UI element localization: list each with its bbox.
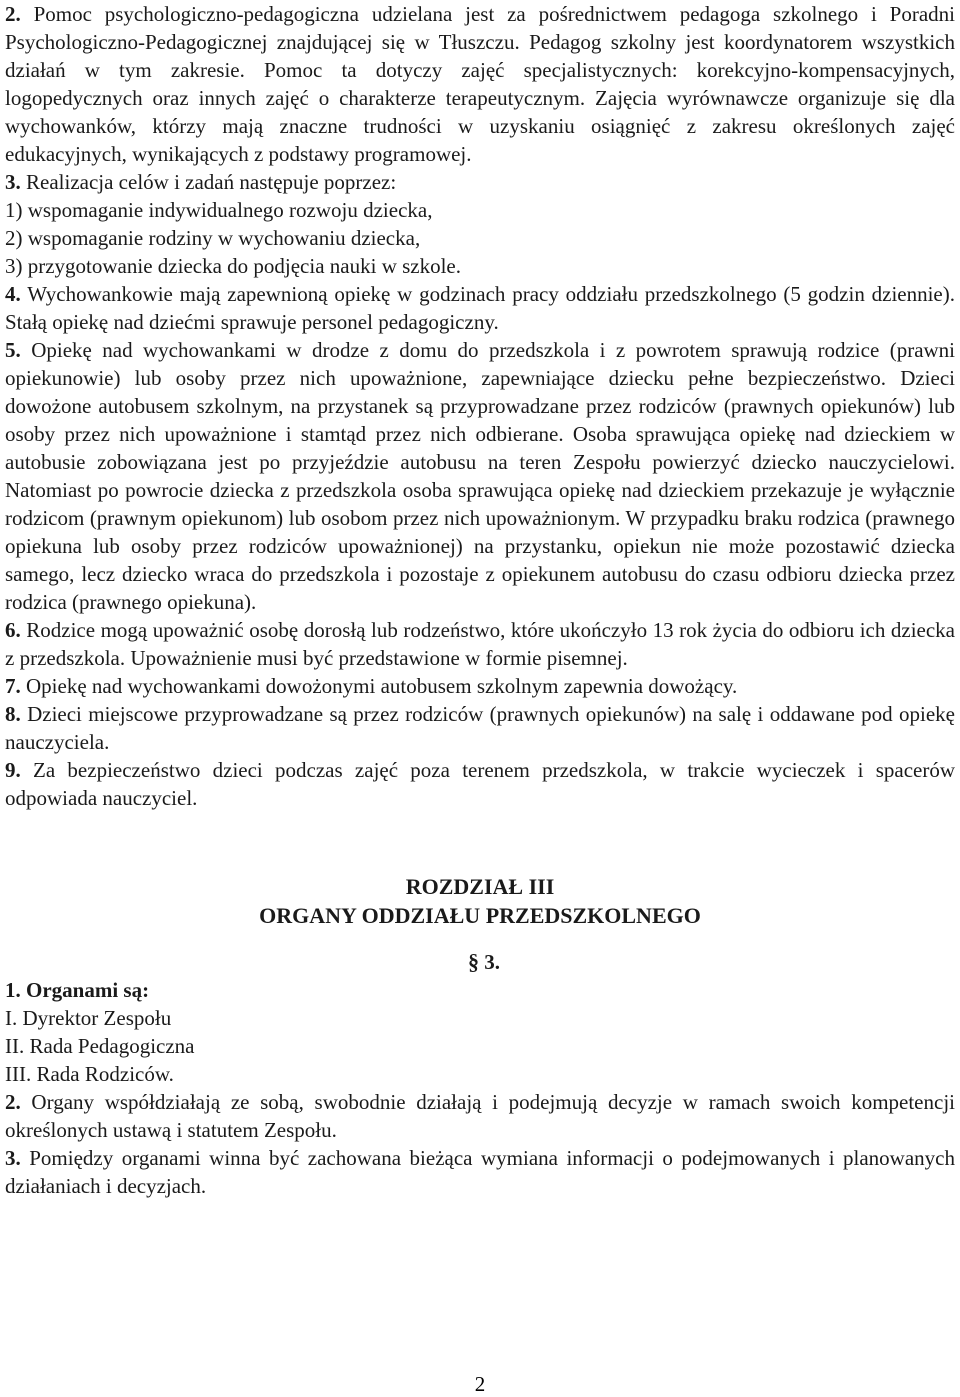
section-number: 3. [484, 950, 500, 974]
paragraph-number: 5. [5, 338, 21, 362]
paragraph-number: 3. [5, 170, 21, 194]
paragraph-number: 2. [5, 2, 21, 26]
section-symbol: § [468, 949, 479, 974]
paragraph-3 [5, 168, 955, 196]
paragraph-text: Dzieci miejscowe przyprowadzane są przez rodziców (prawnych opiekunów) na salę i oddawane pod opiekę nauczyciela. [5, 702, 955, 754]
paragraph-text: Wychowankowie mają zapewnioną opiekę w godzinach pracy oddziału przedszkolnego (5 godzin dziennie). Stałą opiekę nad dziećmi sprawuje personel pedagogiczny. [5, 282, 955, 334]
paragraph-2 [5, 0, 955, 168]
section-paragraph-2 [5, 1088, 955, 1144]
paragraph-5 [5, 336, 955, 616]
paragraph-number: 8. [5, 702, 21, 726]
section-marker [5, 948, 955, 976]
chapter-title: ROZDZIAŁ III [405, 874, 555, 899]
paragraph-text: Realizacja celów i zadań następuje poprzez: [26, 170, 397, 194]
paragraph-4 [5, 280, 955, 336]
paragraph-number: 9. [5, 758, 21, 782]
organ-item: I. Dyrektor Zespołu [5, 1006, 172, 1030]
paragraph-number: 4. [5, 282, 21, 306]
organs-heading: 1. Organami są: [5, 978, 150, 1002]
paragraph-9 [5, 756, 955, 812]
paragraph-8 [5, 700, 955, 756]
chapter-heading [5, 872, 955, 930]
paragraph-text: Pomiędzy organami winna być zachowana bieżąca wymiana informacji o podejmowanych i planowanych działaniach i decyzjach. [5, 1146, 955, 1198]
list-item: 3) przygotowanie dziecka do podjęcia nauki w szkole. [5, 254, 462, 278]
paragraph-number: 6. [5, 618, 21, 642]
paragraph-text: Pomoc psychologiczno-pedagogiczna udzielana jest za pośrednictwem pedagoga szkolnego i Poradni Psychologiczno-Pedagogicznej znajdującej się w Tłuszczu. Pedagog szkolny jest koordynatorem wszystkich działań w tym zakresie. Pomoc ta dotyczy zajęć specjalistycznych: korekcyjno-kompensacyjnych, logopedycznych oraz innych zajęć o charakterze terapeutycznym. Zajęcia wyrównawcze organizuje się dla wychowanków, którzy mają znaczne trudności w uzyskaniu osiągnięć z zakresu określonych zajęć edukacyjnych, wynikających z podstawy programowej. [5, 2, 955, 166]
paragraph-number: 7. [5, 674, 21, 698]
paragraph-text: Za bezpieczeństwo dzieci podczas zajęć poza terenem przedszkola, w trakcie wycieczek i spacerów odpowiada nauczyciel. [5, 758, 955, 810]
organ-item: III. Rada Rodziców. [5, 1062, 174, 1086]
document-page [5, 0, 955, 1200]
chapter-subtitle: ORGANY ODDZIAŁU PRZEDSZKOLNEGO [259, 903, 701, 928]
list-item: 2) wspomaganie rodziny w wychowaniu dziecka, [5, 226, 421, 250]
section-paragraph-3 [5, 1144, 955, 1200]
paragraph-text: Rodzice mogą upoważnić osobę dorosłą lub rodzeństwo, które ukończyło 13 rok życia do odbioru ich dziecka z przedszkola. Upoważnienie musi być przedstawione w formie pisemnej. [5, 618, 955, 670]
list-item: 1) wspomaganie indywidualnego rozwoju dziecka, [5, 198, 433, 222]
paragraph-number: 2. [5, 1090, 21, 1114]
paragraph-text: Organy współdziałają ze sobą, swobodnie działają i podejmują decyzje w ramach swoich kompetencji określonych ustawą i statutem Zespołu. [5, 1090, 955, 1142]
paragraph-text: Opiekę nad wychowankami w drodze z domu do przedszkola i z powrotem sprawują rodzice (prawni opiekunowie) lub osoby przez nich upoważnione, zapewniające dziecku pełne bezpieczeństwo. Dzieci dowożone autobusem szkolnym, na przystanek są przyprowadzane przez rodziców (prawnych opiekunów) lub osoby przez nich upoważnione i stamtąd przez nich odbierane. Osoba sprawująca opiekę nad dzieckiem w autobusie zobowiązana jest po przyjeździe autobusu na teren Zespołu powierzyć dziecko nauczycielowi. Natomiast po powrocie dziecka z przedszkola osoba sprawująca opiekę nad dzieckiem przekazuje je wyłącznie rodzicom (prawnym opiekunom) lub osobom przez nich upoważnionym. W przypadku braku rodzica (prawnego opiekuna lub osoby przez rodziców upoważnionej) na przystanku, opiekun nie może pozostawić dziecka samego, lecz dziecko wraca do przedszkola i pozostaje z opiekunem autobusu do czasu odbioru dziecka przez rodzica (prawnego opiekuna). [5, 338, 956, 614]
paragraph-text: Opiekę nad wychowankami dowożonymi autobusem szkolnym zapewnia dowożący. [26, 674, 738, 698]
page-number: 2 [474, 1372, 486, 1396]
paragraph-7 [5, 672, 955, 700]
paragraph-number: 3. [5, 1146, 21, 1170]
organ-item: II. Rada Pedagogiczna [5, 1034, 195, 1058]
paragraph-6 [5, 616, 955, 672]
